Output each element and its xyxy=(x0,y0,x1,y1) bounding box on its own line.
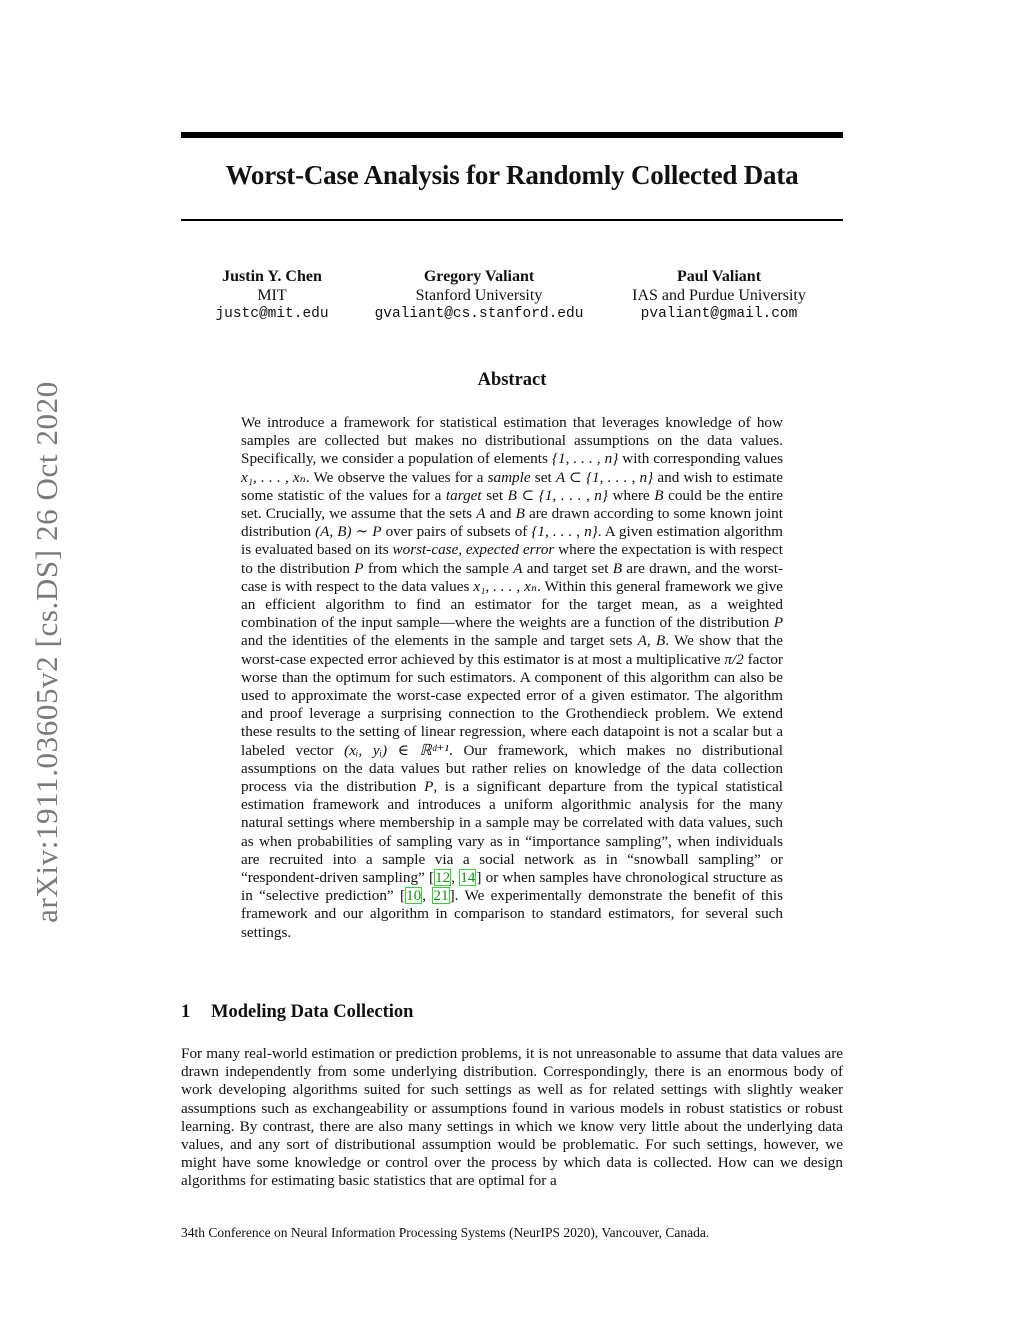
author-affiliation: IAS and Purdue University xyxy=(632,287,806,304)
abstract-text: set xyxy=(530,468,556,486)
math-expression: {1, . . . , n} xyxy=(531,523,598,541)
author-email[interactable]: justc@mit.edu xyxy=(215,306,329,322)
citation-link[interactable]: 12 xyxy=(435,869,451,887)
abstract-text: set xyxy=(481,486,508,504)
author-name: Gregory Valiant xyxy=(423,268,535,285)
math-expression: x₁, . . . , xₙ xyxy=(241,468,306,486)
abstract-text: ]. We experimentally demonstrate the benefit of this framework and our algorithm in comparison to standard estimators, for several such settings. xyxy=(241,887,783,941)
author-affiliation: Stanford University xyxy=(415,287,543,304)
abstract-text: with corresponding values xyxy=(618,450,783,468)
abstract-body xyxy=(241,414,783,942)
math-expression: B xyxy=(612,559,622,577)
abstract-text: , xyxy=(451,869,460,887)
math-expression: A xyxy=(513,559,523,577)
abstract-text: and wish to estimate some statistic of the values for a xyxy=(241,468,784,504)
abstract-text: . A given estimation algorithm is evaluated based on its xyxy=(241,523,783,559)
author-email[interactable]: gvaliant@cs.stanford.edu xyxy=(374,306,584,322)
abstract-text: . Our framework, which makes no distributional assumptions on the data values but rather relies on knowledge of the data collection process via the distribution xyxy=(241,741,784,796)
abstract-text: We introduce a framework for statistical estimation that leverages knowledge of how samples are collected but makes no distributional assumptions on the data values. Specifically, we consider a population of elements xyxy=(241,414,783,468)
math-expression: A ⊂ {1, . . . , n} xyxy=(555,468,654,486)
author-affiliation: MIT xyxy=(257,287,287,304)
abstract-text: over pairs of subsets of xyxy=(381,523,532,541)
abstract-text: where xyxy=(607,486,655,504)
abstract-heading: Abstract xyxy=(477,370,547,390)
math-expression: {1, . . . , n} xyxy=(551,450,619,468)
arxiv-identifier-stamp: arXiv:1911.03605v2 [cs.DS] 26 Oct 2020 xyxy=(29,381,64,923)
citation-link[interactable]: 10 xyxy=(406,887,422,905)
math-expression: (A, B) ∼ P xyxy=(315,523,382,541)
emphasis-text: sample xyxy=(487,468,531,486)
math-expression: (xᵢ, yᵢ) ∈ ℝᵈ⁺¹ xyxy=(344,741,449,759)
author-block xyxy=(360,267,598,324)
math-expression: π/2 xyxy=(724,650,744,668)
abstract-text: and target set xyxy=(522,559,613,577)
section-title: Modeling Data Collection xyxy=(211,1002,414,1022)
conference-footnote: 34th Conference on Neural Information Processing Systems (NeurIPS 2020), Vancouver, Canada. xyxy=(181,1225,710,1240)
paper-title: Worst-Case Analysis for Randomly Collected Data xyxy=(225,160,799,190)
abstract-text: from which the sample xyxy=(363,559,514,577)
abstract-text: are drawn according to some known joint distribution xyxy=(241,505,783,541)
abstract-text: and xyxy=(485,505,516,523)
abstract-text: . We show that the worst-case expected error achieved by this estimator is at most a multiplicative xyxy=(241,632,783,668)
title-bottom-rule xyxy=(181,219,843,221)
abstract-text: could be the entire set. Crucially, we assume that the sets xyxy=(241,486,784,523)
author-name: Paul Valiant xyxy=(676,268,762,285)
math-expression: B xyxy=(654,486,664,504)
math-expression: P xyxy=(424,778,434,796)
citation-link[interactable]: 21 xyxy=(433,887,449,905)
math-expression: B xyxy=(515,505,525,523)
title-top-rule xyxy=(181,132,843,138)
abstract-text: factor worse than the optimum for such estimators. A component of this algorithm can also be used to approximate the worst-case expected error of a given estimator. The algorithm and proof leverage a surprising connection to the Grothendieck problem. We extend these results to the setting of linear regression, where each datapoint is not a scalar but a labeled vector xyxy=(241,650,783,759)
math-expression: A, B xyxy=(637,632,666,650)
author-block xyxy=(610,267,828,324)
math-expression: x₁, . . . , xₙ xyxy=(473,577,538,595)
author-email[interactable]: pvaliant@gmail.com xyxy=(640,306,798,322)
abstract-text: . We observe the values for a xyxy=(305,468,488,486)
section-heading xyxy=(181,1002,413,1023)
author-name: Justin Y. Chen xyxy=(222,268,322,285)
author-block xyxy=(196,267,348,324)
section-body-text: For many real-world estimation or prediction problems, it is not unreasonable to assume that data values are drawn independently from some underlying distribution. Correspondingly, there is an enormous body of work developing algorithms suited for such settings as well as for related settings with slightly weaker assumptions such as exchangeability or assumptions found in various models in robust statistics or robust learning. By contrast, there are also many settings in which we know very little about the underlying data values, and any sort of distributional assumption would be problematic. For such settings, however, we might have some knowledge or control over the process by which data is collected. How can we design algorithms for estimating basic statistics that are optimal for a xyxy=(181,1045,843,1190)
math-expression: P xyxy=(773,614,783,632)
emphasis-text: worst-case, expected error xyxy=(392,541,555,559)
citation-link[interactable]: 14 xyxy=(460,869,476,887)
math-expression: P xyxy=(354,559,364,577)
emphasis-text: target xyxy=(445,486,482,504)
abstract-text: , xyxy=(422,887,433,905)
abstract-text: ] or when samples have chronological structure as in “selective prediction” [ xyxy=(241,869,783,905)
abstract-text: and the identities of the elements in the sample and target sets xyxy=(241,632,638,650)
math-expression: A xyxy=(476,505,486,523)
abstract-text: , is a significant departure from the typical statistical estimation framework and introduces a uniform algorithmic analysis for the many natural settings where membership in a sample may be correlated with data values, such as when probabilities of sampling vary as in “importance sampling”, when individuals are recruited into a sample via a social network as in “snowball sampling” or “respondent-driven sampling” [ xyxy=(241,778,783,887)
abstract-text: are drawn, and the worst-case is with respect to the data values xyxy=(241,559,783,595)
abstract-text: . Within this general framework we give an efficient algorithm to find an estimator for the target mean, as a weighted combination of the input sample—where the weights are a function of the distribution xyxy=(241,577,783,632)
section-number: 1 xyxy=(181,1002,191,1022)
math-expression: B ⊂ {1, . . . , n} xyxy=(507,486,608,504)
abstract-text: where the expectation is with respect to the distribution xyxy=(241,541,783,577)
